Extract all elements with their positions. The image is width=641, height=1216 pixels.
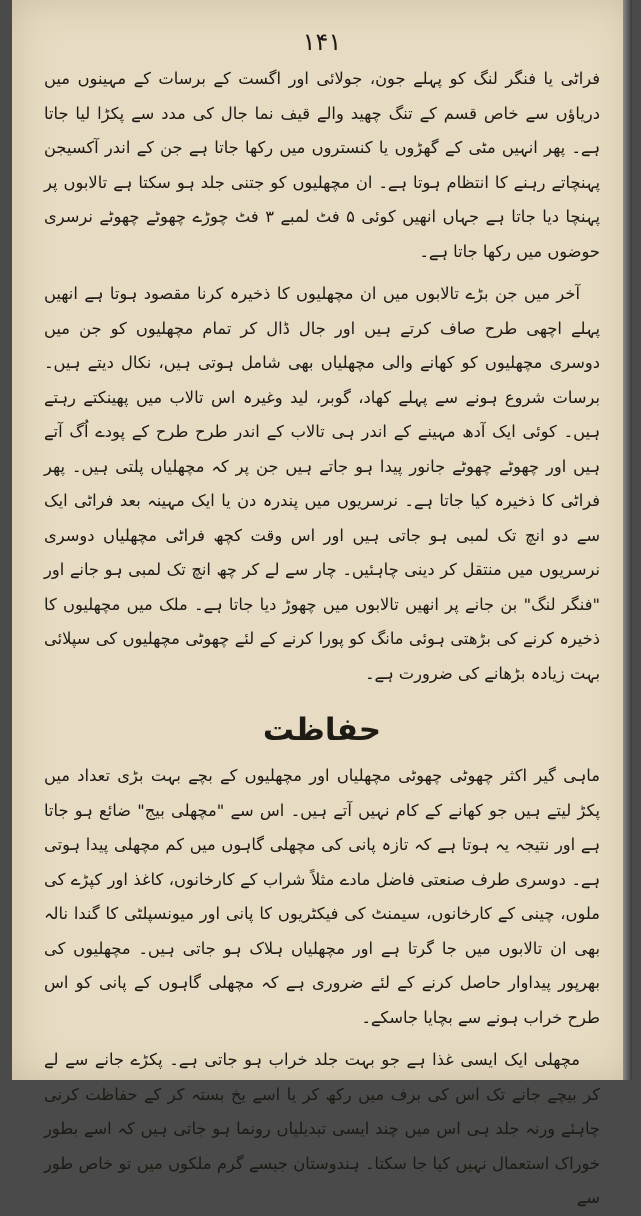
page-body-text [44,62,600,1216]
page-number: ۱۴۱ [302,28,342,56]
book-page [12,0,632,1207]
book-spine-edge [623,0,632,1080]
paragraph-pond-stocking: آخر میں جن بڑے تالابوں میں ان مچھلیوں کا ذخیرہ کرنا مقصود ہوتا ہے انھیں پہلے اچھی طرح صاف کرتے ہیں اور جال ڈال کر تمام مچھلیوں کو جن میں دوسری مچھلیوں کو کھانے والی مچھلیاں بھی شامل ہوتی ہیں، نکال دیتے ہیں۔ برسات شروع ہونے سے پہلے کھاد، گوبر، لید وغیرہ اس تالاب میں پھینکتے رہتے ہیں۔ کوئی ایک آدھ مہینے کے اندر ہی تالاب کے اندر طرح طرح کے پودے اُگ آتے ہیں اور چھوٹے چھوٹے جانور پیدا ہو جاتے ہیں جن پر کہ مچھلیاں پلتی ہیں۔ پھر فراٹی کا ذخیرہ کیا جاتا ہے۔ نرسریوں میں پندرہ دن یا ایک مہینہ بعد فراٹی ایک سے دو انچ تک لمبی ہو جاتی ہیں اور اس وقت کچھ فراٹی مچھلیاں دوسری نرسریوں میں منتقل کر دینی چاہئیں۔ چار سے لے کر چھ انچ تک لمبی ہو جانے اور "فنگر لنگ" بن جانے پر انھیں تالابوں میں چھوڑ دیا جاتا ہے۔ ملک میں مچھلیوں کا ذخیرہ کرنے کی بڑھتی ہوئی مانگ کو پورا کرنے کے لئے چھوٹی مچھلیوں کی سپلائی بہت زیادہ بڑھانے کی ضرورت ہے۔ [44,284,600,683]
paragraph-fry-collection: فراٹی یا فنگر لنگ کو پہلے جون، جولائی اور اگست کے برسات کے مہینوں میں دریاؤں سے خاص قسم کے تنگ چھید والے قیف نما جال کی مدد سے پکڑا لیا جاتا ہے۔ پھر انہیں مٹی کے گھڑوں یا کنستروں میں رکھا جاتا ہے جن کے اندر آکسیجن پہنچاتے رہنے کا انتظام ہوتا ہے۔ ان مچھلیوں کو جتنی جلد ہو سکتا ہے تالابوں پر پہنچا دیا جاتا ہے جہاں انھیں کوئی ۵ فٹ لمبے ۳ فٹ چوڑے چھوٹے چھوٹے نرسری حوضوں میں رکھا جاتا ہے۔ [44,69,600,261]
paragraph-fish-protection: ماہی گیر اکثر چھوٹی چھوٹی مچھلیاں اور مچھلیوں کے بچے بہت بڑی تعداد میں پکڑ لیتے ہیں جو کھانے کے کام نہیں آتے ہیں۔ اس سے "مچھلی بیج" ضائع ہو جاتا ہے اور نتیجہ یہ ہوتا ہے کہ تازہ پانی کی مچھلی گاہوں میں کم مچھلی پیدا ہوتی ہے۔ دوسری طرف صنعتی فاضل مادے مثلاً شراب کے کارخانوں، کاغذ اور کپڑے کی ملوں، چینی کے کارخانوں، سیمنٹ کی فیکٹریوں کا پانی اور میونسپلٹی کا گندا نالہ بھی ان تالابوں میں جا گرتا ہے اور مچھلیاں ہلاک ہو جاتی ہیں۔ مچھلیوں کی بھرپور پیداوار حاصل کرنے کے لئے ضروری ہے کہ مچھلی گاہوں کے پانی کو اس طرح خراب ہونے سے بچایا جاسکے۔ [44,766,600,1027]
paragraph-fish-preservation: مچھلی ایک ایسی غذا ہے جو بہت جلد خراب ہو جاتی ہے۔ پکڑے جانے سے لے کر بیچے جانے تک اس کی برف میں رکھ کر یا اسے یخ بستہ کر کے حفاظت کرنی چاہئے ورنہ جلد ہی اس میں چند ایسی تبدیلیاں رونما ہو جاتی ہیں کہ اسے بطور خوراک استعمال نہیں کیا جا سکتا۔ ہندوستان جیسے گرم ملکوں میں تو خاص طور سے [44,1050,600,1207]
section-heading: حفاظت [262,712,382,748]
